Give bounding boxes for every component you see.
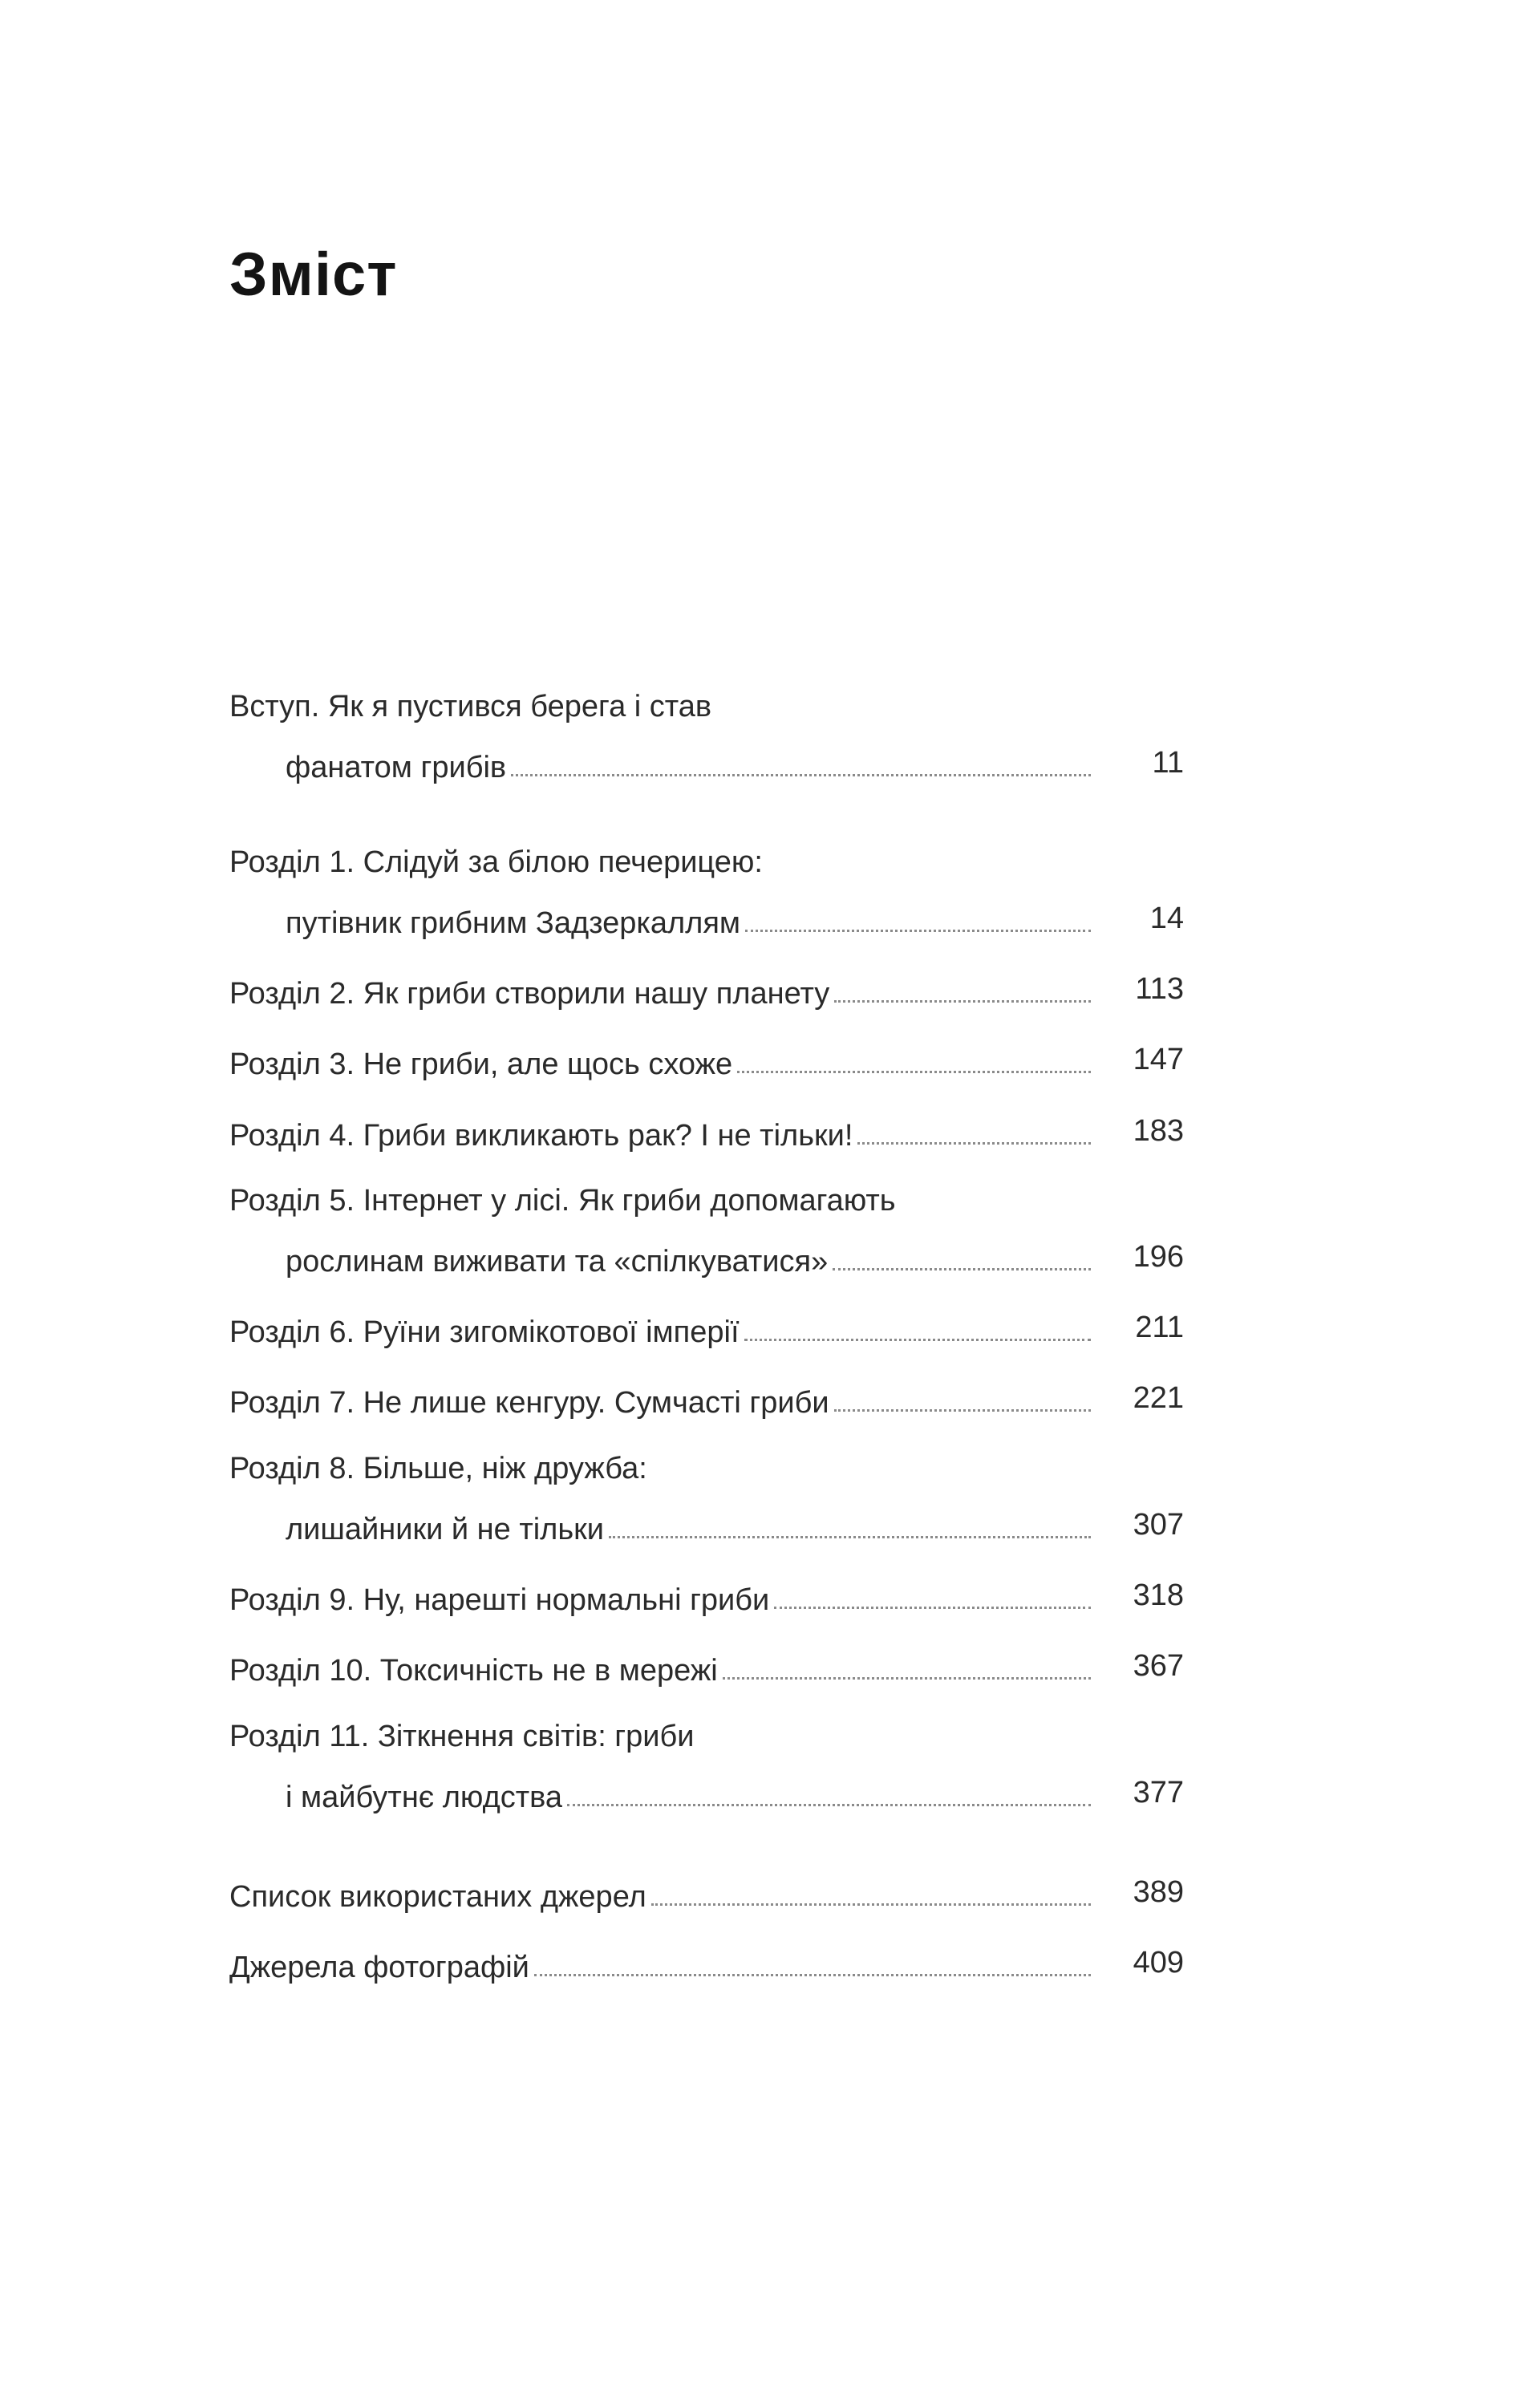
toc-page-number: 11 (1152, 746, 1184, 780)
toc-entry-chapter-7 (229, 1383, 1184, 1423)
toc-page-number: 367 (1133, 1649, 1184, 1683)
toc-entry-intro (229, 691, 1184, 788)
toc-entry-title: Розділ 7. Не лише кенгуру. Сумчасті гриби (229, 1386, 829, 1420)
toc-entry-title: Розділ 10. Токсичність не в мережі (229, 1654, 718, 1688)
toc-page-number: 377 (1133, 1776, 1184, 1809)
toc-entry-title: Розділ 11. Зіткнення світів: гриби (229, 1720, 695, 1753)
toc-page-number: 409 (1133, 1946, 1184, 1980)
toc-entry-chapter-5 (229, 1185, 1184, 1282)
dot-leader (511, 774, 1091, 776)
toc-entry-chapter-11 (229, 1721, 1184, 1818)
dot-leader (651, 1903, 1091, 1906)
toc-entry-subtitle: рослинам виживати та «спілкуватися» (286, 1245, 829, 1279)
toc-page-number: 318 (1133, 1578, 1184, 1612)
dot-leader (745, 930, 1091, 932)
dot-leader (609, 1536, 1091, 1538)
toc-entry-title: Розділ 4. Гриби викликають рак? І не тільки! (229, 1119, 853, 1153)
toc-entry-subtitle: фанатом грибів (286, 751, 507, 784)
toc-entry-title: Розділ 6. Руїни зигомікотової імперії (229, 1315, 740, 1349)
dot-leader (534, 1974, 1091, 1976)
dot-leader (834, 1409, 1091, 1412)
dot-leader (834, 1000, 1091, 1003)
toc-entry-title: Розділ 2. Як гриби створили нашу планету (229, 977, 830, 1011)
toc-page-number: 211 (1135, 1311, 1184, 1344)
toc-entry-title: Джерела фотографій (229, 1951, 529, 1984)
toc-entry-subtitle: і майбутнє людства (286, 1781, 563, 1814)
toc-entry-subtitle: лишайники й не тільки (286, 1513, 604, 1546)
toc-entry-chapter-8 (229, 1453, 1184, 1550)
toc-entry-chapter-1 (229, 847, 1184, 943)
toc-entry-title: Розділ 9. Ну, нарешті нормальні гриби (229, 1583, 770, 1617)
dot-leader (833, 1268, 1091, 1270)
toc-entry-subtitle: путівник грибним Задзеркаллям (286, 906, 741, 940)
toc-page-number: 113 (1135, 972, 1184, 1006)
toc-entry-chapter-6 (229, 1312, 1184, 1352)
toc-entry-chapter-9 (229, 1580, 1184, 1620)
toc-entry-title: Список використаних джерел (229, 1880, 646, 1914)
toc-page-number: 183 (1133, 1114, 1184, 1148)
toc-entry-chapter-4 (229, 1116, 1184, 1156)
dot-leader (737, 1071, 1091, 1073)
dot-leader (744, 1339, 1092, 1341)
toc-entry-title: Вступ. Як я пустився берега і став (229, 690, 712, 723)
toc-entry-title: Розділ 3. Не гриби, але щось схоже (229, 1048, 733, 1081)
toc-page-number: 389 (1133, 1875, 1184, 1909)
dot-leader (857, 1142, 1091, 1145)
toc-page-number: 221 (1133, 1381, 1184, 1415)
toc-page-number: 307 (1133, 1508, 1184, 1542)
toc-entry-chapter-3 (229, 1044, 1184, 1084)
page-title: Зміст (229, 241, 398, 309)
dot-leader (723, 1677, 1091, 1680)
toc-entry-title: Розділ 5. Інтернет у лісі. Як гриби допомагають (229, 1184, 896, 1218)
dot-leader (774, 1607, 1091, 1609)
toc-entry-title: Розділ 8. Більше, ніж дружба: (229, 1452, 647, 1485)
toc-entry-photo-credits (229, 1947, 1184, 1988)
toc-page-number: 196 (1133, 1240, 1184, 1274)
toc-entry-chapter-2 (229, 974, 1184, 1014)
toc-entry-title: Розділ 1. Слідуй за білою печерицею: (229, 845, 763, 879)
toc-entry-references (229, 1877, 1184, 1917)
toc-page-number: 14 (1149, 902, 1184, 935)
toc-page-number: 147 (1133, 1043, 1184, 1076)
dot-leader (567, 1804, 1091, 1806)
toc-entry-chapter-10 (229, 1651, 1184, 1691)
